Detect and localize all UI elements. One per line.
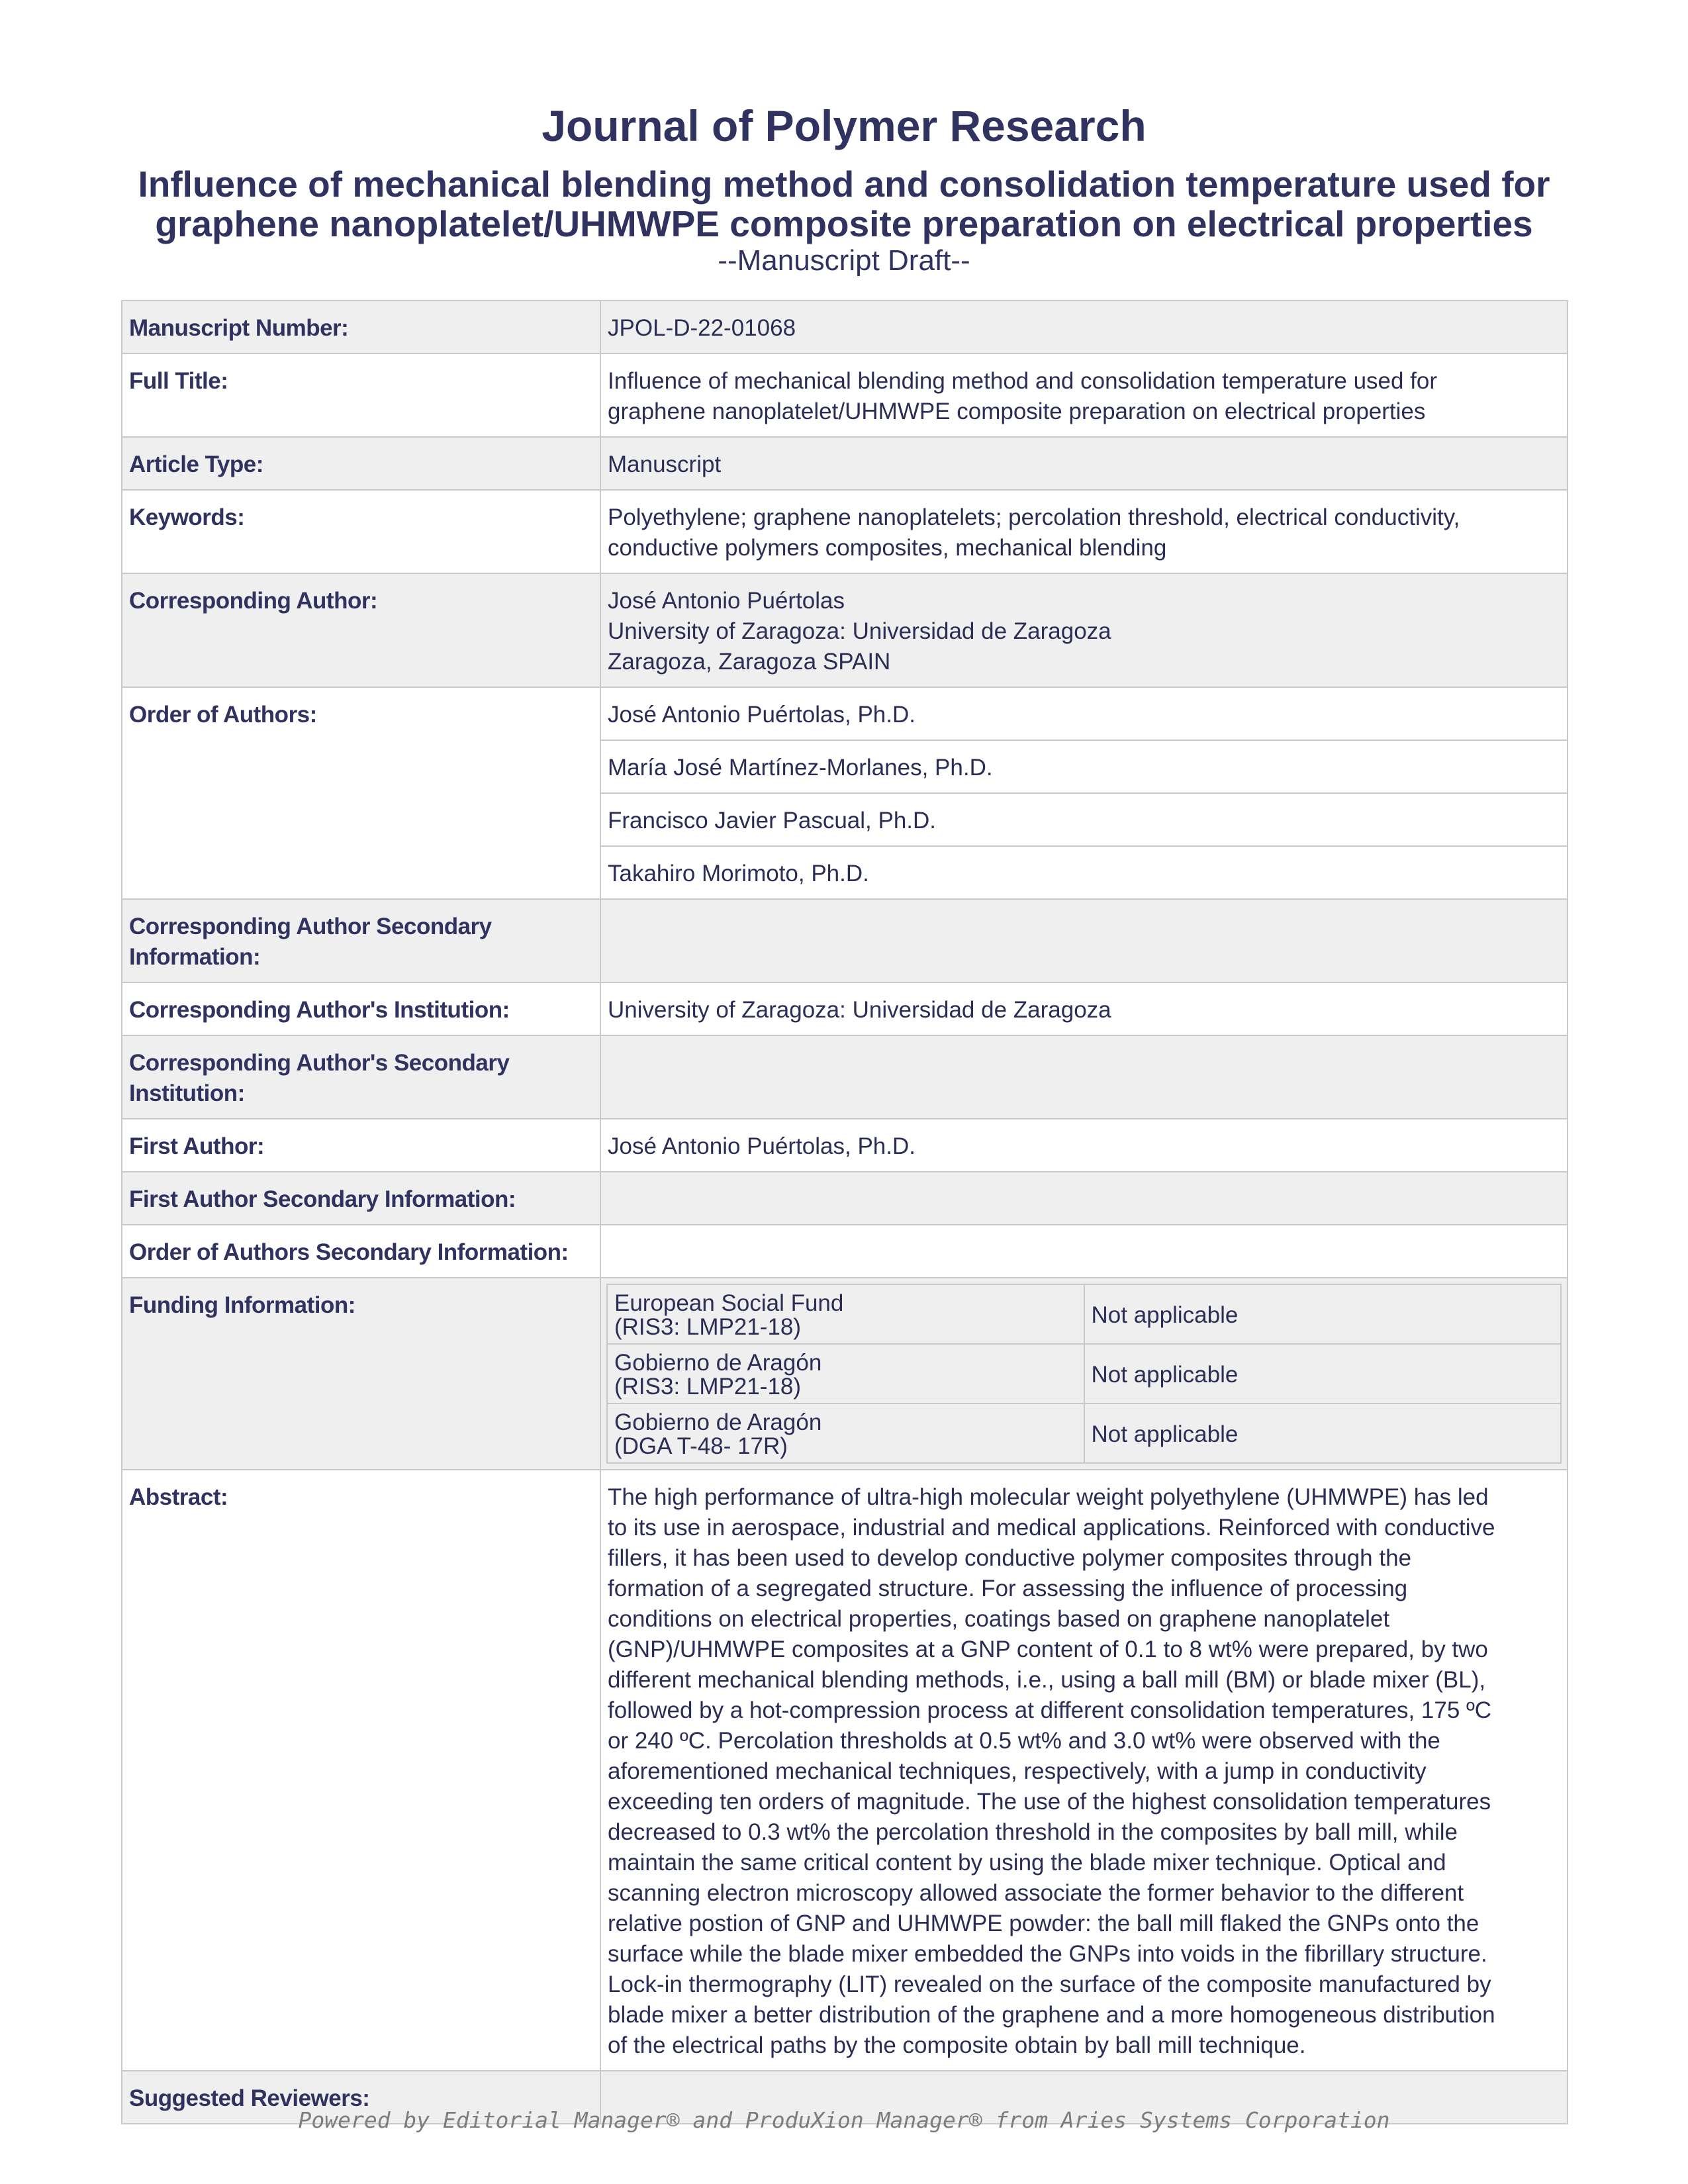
value-first-author-secondary <box>600 1172 1568 1225</box>
funder-cell <box>607 1344 1084 1403</box>
authors-list <box>601 688 1567 898</box>
full-title-line: graphene nanoplatelet/UHMWPE composite preparation on electrical properties <box>608 399 1426 424</box>
keywords-line: conductive polymers composites, mechanical blending <box>608 535 1167 561</box>
powered-by-footer: Powered by Editorial Manager® and ProduXion Manager® from Aries Systems Corporation <box>298 2107 1390 2133</box>
abstract-line: maintain the same critical content by using the blade mixer technique. Optical and <box>608 1850 1446 1875</box>
abstract-line: formation of a segregated structure. For assessing the influence of processing <box>608 1576 1408 1601</box>
label-funding: Funding Information: <box>122 1278 600 1470</box>
abstract-line: fillers, it has been used to develop conductive polymer composites through the <box>608 1545 1412 1571</box>
abstract-line: followed by a hot-compression process at different consolidation temperatures, 175 ºC <box>608 1697 1492 1723</box>
label-abstract: Abstract: <box>122 1470 600 2071</box>
draft-status: --Manuscript Draft-- <box>718 244 970 277</box>
grant-number: (RIS3: LMP21-18) <box>614 1374 802 1400</box>
manuscript-title: Influence of mechanical blending method and consolidation temperature used for graphene nanoplatelet/UHMWPE composite preparation on electrical properties <box>138 164 1550 244</box>
author-location: Zaragoza, Zaragoza SPAIN <box>608 649 891 675</box>
row-first-author <box>122 1119 1568 1172</box>
abstract-line: different mechanical blending methods, i.e., using a ball mill (BM) or blade mixer (BL), <box>608 1667 1486 1693</box>
abstract-line: of the electrical paths by the composite obtain by ball mill technique. <box>608 2032 1306 2058</box>
table-row <box>607 1344 1561 1403</box>
value-abstract <box>600 1470 1568 2071</box>
author-entry: Takahiro Morimoto, Ph.D. <box>608 861 869 886</box>
label-ca-institution: Corresponding Author's Institution: <box>122 982 600 1035</box>
value-article-type: Manuscript <box>600 437 1568 490</box>
row-first-author-secondary <box>122 1172 1568 1225</box>
row-abstract <box>122 1470 1568 2071</box>
value-ca-secondary-institution <box>600 1035 1568 1119</box>
funder-name: Gobierno de Aragón <box>614 1409 822 1435</box>
recipient-cell: Not applicable <box>1084 1284 1562 1344</box>
label-first-author-secondary: First Author Secondary Information: <box>122 1172 600 1225</box>
abstract-line: Lock-in thermography (LIT) revealed on the surface of the composite manufactured by <box>608 1971 1491 1997</box>
label-manuscript-number: Manuscript Number: <box>122 301 600 354</box>
document-header <box>0 99 1688 277</box>
author-institution: University of Zaragoza: Universidad de Zaragoza <box>608 618 1111 644</box>
funder-name: Gobierno de Aragón <box>614 1350 822 1376</box>
table-row <box>607 1284 1561 1344</box>
label-ca-secondary-institution <box>122 1035 600 1119</box>
label-line: Information: <box>129 944 261 970</box>
value-order-authors-secondary <box>600 1225 1568 1278</box>
label-line: Institution: <box>129 1080 245 1106</box>
abstract-line: exceeding ten orders of magnitude. The use of the highest consolidation temperatures <box>608 1789 1491 1815</box>
author-name: José Antonio Puértolas <box>608 588 845 614</box>
list-item <box>601 846 1567 898</box>
row-full-title <box>122 354 1568 437</box>
abstract-line: The high performance of ultra-high molecular weight polyethylene (UHMWPE) has led <box>608 1484 1489 1510</box>
table-row <box>607 1403 1561 1463</box>
recipient-cell: Not applicable <box>1084 1344 1562 1403</box>
row-keywords <box>122 490 1568 573</box>
value-full-title <box>600 354 1568 437</box>
row-funding <box>122 1278 1568 1470</box>
row-ca-secondary-info <box>122 899 1568 982</box>
label-full-title: Full Title: <box>122 354 600 437</box>
label-article-type: Article Type: <box>122 437 600 490</box>
abstract-line: blade mixer a better distribution of the graphene and a more homogeneous distribution <box>608 2002 1495 2028</box>
value-ca-institution: University of Zaragoza: Universidad de Zaragoza <box>600 982 1568 1035</box>
abstract-line: surface while the blade mixer embedded the GNPs into voids in the fibrillary structure. <box>608 1941 1487 1967</box>
author-entry: María José Martínez-Morlanes, Ph.D. <box>601 740 1567 793</box>
abstract-line: decreased to 0.3 wt% the percolation threshold in the composites by ball mill, while <box>608 1819 1458 1845</box>
label-line: Corresponding Author's Secondary <box>129 1050 510 1076</box>
abstract-line: aforementioned mechanical techniques, respectively, with a jump in conductivity <box>608 1758 1427 1784</box>
grant-number: (RIS3: LMP21-18) <box>614 1314 802 1340</box>
author-entry: José Antonio Puértolas, Ph.D. <box>601 688 1567 740</box>
row-corresponding-author <box>122 573 1568 687</box>
list-item <box>601 688 1567 740</box>
row-manuscript-number <box>122 301 1568 354</box>
list-item <box>601 740 1567 793</box>
full-title-line: Influence of mechanical blending method and consolidation temperature used for <box>608 368 1438 394</box>
value-first-author: José Antonio Puértolas, Ph.D. <box>600 1119 1568 1172</box>
value-corresponding-author <box>600 573 1568 687</box>
value-keywords <box>600 490 1568 573</box>
value-order-of-authors <box>600 687 1568 899</box>
row-ca-secondary-institution <box>122 1035 1568 1119</box>
label-corresponding-author: Corresponding Author: <box>122 573 600 687</box>
funder-cell <box>607 1403 1084 1463</box>
manuscript-details-table <box>121 300 1568 2124</box>
funding-table <box>606 1284 1562 1464</box>
recipient-cell: Not applicable <box>1084 1403 1562 1463</box>
funder-cell <box>607 1284 1084 1344</box>
abstract-line: to its use in aerospace, industrial and medical applications. Reinforced with conductive <box>608 1515 1495 1541</box>
label-order-authors-secondary: Order of Authors Secondary Information: <box>122 1225 600 1278</box>
label-line: Corresponding Author Secondary <box>129 914 492 939</box>
value-manuscript-number: JPOL-D-22-01068 <box>600 301 1568 354</box>
row-article-type <box>122 437 1568 490</box>
value-funding <box>600 1278 1568 1470</box>
list-item <box>601 793 1567 846</box>
author-entry: Francisco Javier Pascual, Ph.D. <box>601 793 1567 846</box>
label-suggested-reviewers: Suggested Reviewers: <box>122 2071 600 2124</box>
funder-name: European Social Fund <box>614 1290 844 1316</box>
label-first-author: First Author: <box>122 1119 600 1172</box>
abstract-line: (GNP)/UHMWPE composites at a GNP content of 0.1 to 8 wt% were prepared, by two <box>608 1637 1488 1662</box>
value-ca-secondary-info <box>600 899 1568 982</box>
keywords-line: Polyethylene; graphene nanoplatelets; percolation threshold, electrical conductivity, <box>608 504 1460 530</box>
abstract-line: conditions on electrical properties, coatings based on graphene nanoplatelet <box>608 1606 1390 1632</box>
abstract-line: scanning electron microscopy allowed associate the former behavior to the different <box>608 1880 1464 1906</box>
abstract-line: or 240 ºC. Percolation thresholds at 0.5 wt% and 3.0 wt% were observed with the <box>608 1728 1440 1754</box>
label-ca-secondary-info <box>122 899 600 982</box>
row-order-of-authors <box>122 687 1568 899</box>
row-ca-institution <box>122 982 1568 1035</box>
abstract-line: relative postion of GNP and UHMWPE powder: the ball mill flaked the GNPs onto the <box>608 1911 1479 1936</box>
grant-number: (DGA T-48- 17R) <box>614 1433 788 1459</box>
row-order-authors-secondary <box>122 1225 1568 1278</box>
journal-name: Journal of Polymer Research <box>541 101 1147 150</box>
label-order-of-authors: Order of Authors: <box>122 687 600 899</box>
label-keywords: Keywords: <box>122 490 600 573</box>
